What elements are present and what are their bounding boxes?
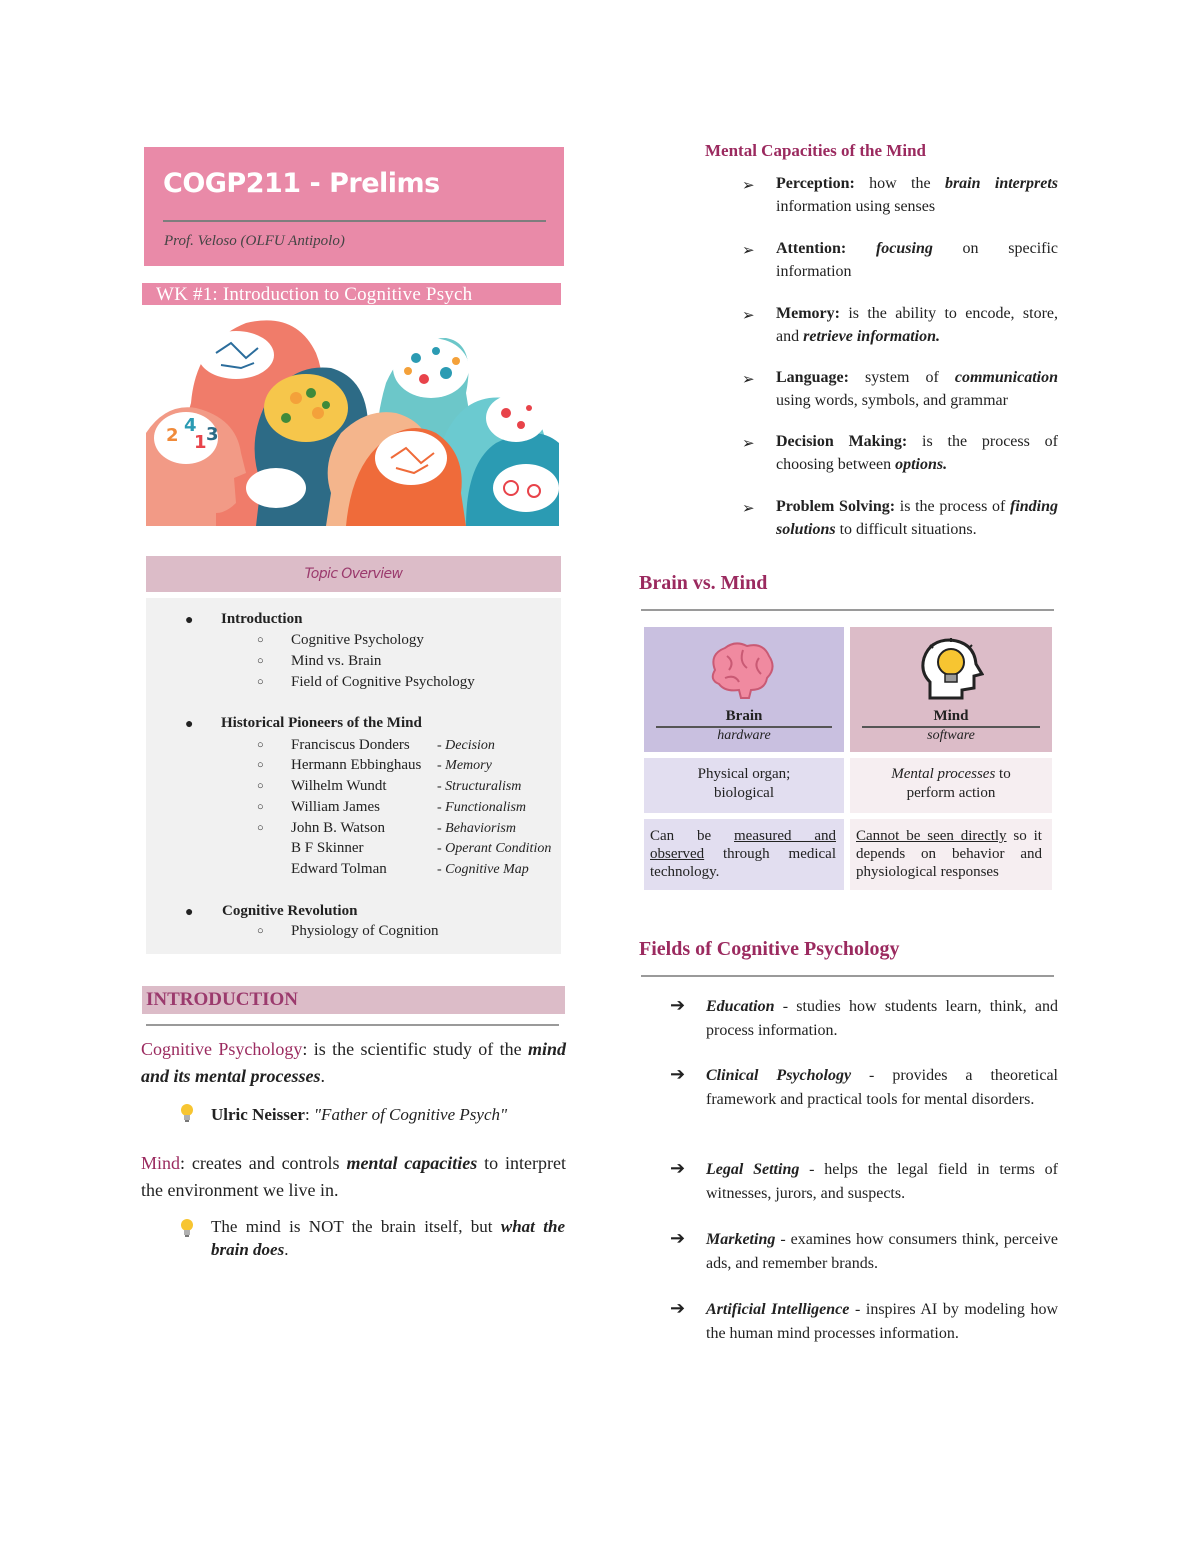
mind-row1-rest: to perform action (906, 766, 1011, 801)
brain-row2-text (644, 819, 844, 881)
term: Cognitive Psychology (141, 1039, 303, 1059)
brain-row2-cell (644, 819, 844, 890)
capacity-emphasis: finding solutions (776, 498, 1059, 538)
svg-text:1: 1 (194, 432, 207, 453)
pioneer-contribution: - Structuralism (437, 779, 522, 794)
sub-bullet-icon: ○ (257, 634, 264, 646)
arrowhead-icon: ➢ (742, 501, 755, 517)
mind-sublabel: software (927, 728, 975, 743)
field-term: Marketing (706, 1231, 776, 1248)
arrowhead-icon: ➢ (742, 178, 755, 194)
field-text: - studies how students learn, think, and process information. (706, 998, 1058, 1039)
capacity-emphasis: brain interprets (944, 175, 1058, 192)
field-text: - helps the legal field in terms of witnesses, jurors, and suspects. (706, 1161, 1058, 1202)
brain-row1-text: Physical organ; biological (697, 766, 791, 801)
capacity-term: Decision Making: (776, 433, 908, 450)
topic-item: Mind vs. Brain (291, 653, 382, 669)
neisser-note: Ulric Neisser: "Father of Cognitive Psych" (211, 1105, 508, 1124)
bullet-icon: ● (185, 613, 194, 628)
mind-note: The mind is NOT the brain itself, but what the brain does. (211, 1217, 565, 1259)
field-term: Legal Setting (706, 1161, 800, 1178)
topic-item: Physiology of Cognition (291, 923, 439, 939)
capacity-term: Attention: (776, 240, 847, 257)
capacity-term: Problem Solving: (776, 498, 896, 515)
brain-sublabel: hardware (717, 728, 771, 743)
underlined-text: Cannot be seen directly (856, 828, 1007, 844)
svg-text:4: 4 (184, 415, 197, 436)
capacity-term: Perception: (776, 175, 855, 192)
arrowhead-icon: ➢ (742, 436, 755, 452)
mind-row2-cell (850, 819, 1052, 890)
sub-bullet-icon: ○ (257, 801, 264, 813)
field-text: - inspires AI by modeling how the human mind processes information. (706, 1301, 1059, 1342)
svg-text:2: 2 (166, 425, 179, 446)
arrowhead-icon: ➢ (742, 308, 755, 324)
arrow-icon: ➔ (670, 1064, 686, 1084)
emphasis: what the brain does (211, 1217, 565, 1259)
capacity-text: on specific information (776, 240, 1059, 280)
pioneer-contribution: - Operant Condition (437, 841, 552, 856)
capacity-text: is the process of choosing between (776, 433, 1058, 473)
capacity-item (776, 366, 1058, 412)
capacity-text: how the (854, 175, 945, 192)
capacity-emphasis: focusing (875, 240, 933, 257)
pioneer-name: Franciscus Donders (291, 737, 410, 753)
emphasis: mind and its mental processes (141, 1039, 566, 1086)
sub-bullet-icon: ○ (257, 759, 264, 771)
arrow-icon: ➔ (670, 1298, 686, 1318)
pioneer-contribution: - Memory (437, 758, 492, 773)
capacity-item (776, 302, 1058, 348)
field-item (706, 1158, 1058, 1206)
pioneer-contribution: - Decision (437, 738, 495, 753)
capacity-text: information using senses (776, 198, 936, 215)
header-divider (163, 220, 546, 222)
field-text: - provides a theoretical framework and practical tools for mental disorders. (706, 1067, 1058, 1108)
row-text: so it depends on behavior and physiological responses (856, 828, 1042, 880)
capacity-emphasis: communication (954, 369, 1058, 386)
lightbulb-icon (179, 1218, 195, 1238)
pioneer-contribution: - Functionalism (437, 800, 527, 815)
topic-overview-header (146, 556, 561, 592)
pioneer-name: B F Skinner (291, 840, 364, 856)
cognitive-psychology-definition: Cognitive Psychology: is the scientific study of the mind and its mental processes. (141, 1039, 566, 1086)
field-term: Clinical Psychology (706, 1067, 852, 1084)
mental-capacities-title: Mental Capacities of the Mind (705, 141, 926, 160)
arrowhead-icon: ➢ (742, 372, 755, 388)
arrow-icon: ➔ (670, 1158, 686, 1178)
note-text: The mind is NOT the brain itself, but (211, 1217, 493, 1236)
quote: "Father of Cognitive Psych" (313, 1105, 508, 1124)
pioneer-name: John B. Watson (291, 820, 385, 836)
field-item (706, 995, 1058, 1043)
arrow-icon: ➔ (670, 1228, 686, 1248)
field-item (706, 1228, 1058, 1276)
pioneer-name: Hermann Ebbinghaus (291, 757, 422, 773)
term: Mind (141, 1153, 181, 1173)
capacity-text: is the process of (895, 498, 1010, 515)
field-item (706, 1298, 1058, 1346)
mind-definition (141, 1150, 566, 1204)
pioneer-contribution: - Behaviorism (437, 821, 516, 836)
fields-title: Fields of Cognitive Psychology (639, 938, 900, 960)
capacity-text: system of (848, 369, 955, 386)
capacity-text: using words, symbols, and grammar (776, 392, 1008, 409)
sub-bullet-icon: ○ (257, 739, 264, 751)
topic-overview-box (146, 598, 561, 954)
capacity-emphasis: options. (895, 456, 948, 473)
pioneer-name: Wilhelm Wundt (291, 778, 387, 794)
mind-row2-text (850, 819, 1052, 881)
brain-icon (705, 640, 777, 700)
mind-label: Mind (933, 708, 969, 724)
capacity-item (776, 430, 1058, 476)
mind-lightbulb-icon (918, 636, 984, 700)
field-term: Artificial Intelligence (706, 1301, 850, 1318)
sub-bullet-icon: ○ (257, 676, 264, 688)
capacity-emphasis: retrieve information. (803, 328, 940, 345)
arrow-icon: ➔ (670, 995, 686, 1015)
row-text: through medical technology. (650, 846, 836, 880)
person-name: Ulric Neisser (211, 1105, 305, 1124)
section-divider (641, 975, 1054, 977)
section-divider (641, 609, 1054, 611)
topic-item: Field of Cognitive Psychology (291, 674, 475, 690)
capacity-item (776, 172, 1058, 218)
topic-section: Introduction (221, 611, 303, 627)
field-item (706, 1064, 1058, 1112)
topic-section: Cognitive Revolution (222, 903, 358, 919)
definition-text: to interpret the environment we live in. (141, 1153, 567, 1200)
definition-text: : creates and controls (180, 1153, 340, 1173)
sub-bullet-icon: ○ (257, 925, 264, 937)
topic-item: Cognitive Psychology (291, 632, 424, 648)
topic-section: Historical Pioneers of the Mind (221, 715, 422, 731)
arrowhead-icon: ➢ (742, 243, 755, 259)
introduction-title: INTRODUCTION (146, 989, 299, 1010)
sub-bullet-icon: ○ (257, 780, 264, 792)
capacity-item (776, 237, 1058, 283)
brain-vs-mind-title: Brain vs. Mind (639, 572, 768, 594)
introduction-header (142, 986, 565, 1014)
field-term: Education (706, 998, 775, 1015)
underlined-text: measured and observed (650, 828, 836, 862)
topic-overview-title: Topic Overview (304, 566, 403, 582)
professor-label: Prof. Veloso (OLFU Antipolo) (164, 233, 345, 249)
svg-text:3: 3 (206, 424, 219, 445)
hero-illustration (146, 313, 559, 526)
capacity-term: Language: (776, 369, 849, 386)
definition-text: : is the scientific study of the (302, 1039, 522, 1059)
field-text: - examines how consumers think, perceive ads, and remember brands. (706, 1231, 1058, 1272)
bullet-icon: ● (185, 905, 194, 920)
sub-bullet-icon: ○ (257, 655, 264, 667)
capacity-text: is the ability to encode, store, and (776, 305, 1058, 345)
week-banner: WK #1: Introduction to Cognitive Psych (142, 283, 561, 305)
emphasis: mental capacities (346, 1153, 478, 1173)
mind-row1-cell (850, 758, 1052, 813)
capacity-item (776, 495, 1058, 541)
capacity-term: Memory: (776, 305, 840, 322)
pioneer-contribution: - Cognitive Map (437, 862, 529, 877)
lightbulb-icon (179, 1103, 195, 1123)
page-title: COGP211 - Prelims (163, 168, 440, 199)
emphasis: Mental processes (891, 766, 996, 782)
capacity-text: to difficult situations. (835, 521, 977, 538)
capacity-text (846, 240, 876, 257)
pioneer-name: Edward Tolman (291, 861, 387, 877)
row-text: Can be (650, 828, 735, 844)
sub-bullet-icon: ○ (257, 822, 264, 834)
pioneer-name: William James (291, 799, 380, 815)
brain-row1-cell (644, 758, 844, 813)
section-divider (146, 1024, 559, 1026)
brain-label: Brain (725, 708, 763, 724)
mind-row1-text (850, 758, 1052, 803)
bullet-icon: ● (185, 717, 194, 732)
